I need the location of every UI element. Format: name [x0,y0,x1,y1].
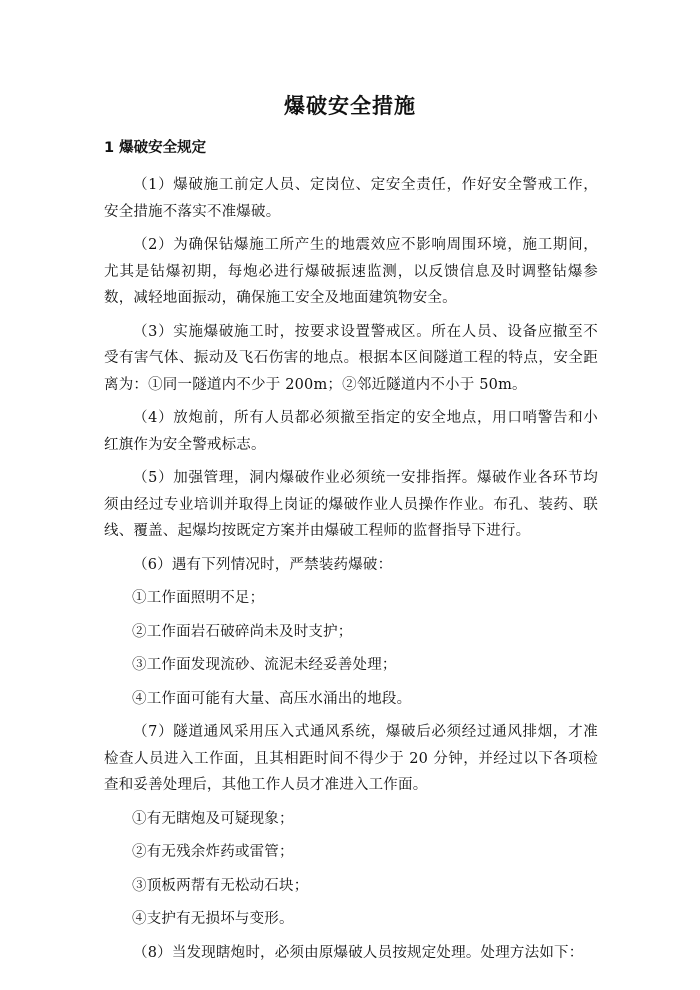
list-item: ③工作面发现流砂、流泥未经妥善处理； [132,657,397,673]
paragraph-6: （6）遇有下列情况时，严禁装药爆破： [133,556,393,573]
paragraph-1: （1）爆破施工前定人员、定岗位、定安全责任，作好安全警戒工作，安全措施不落实不准爆破。 [104,177,598,220]
paragraph-7: （7）隧道通风采用压入式通风系统，爆破后必须经过通风排烟，才准检查人员进入工作面，且其相距时间不得少于 20 分钟，并经过以下各项检查和妥善处理后，其他工作人员才准进入工作面。 [104,724,598,793]
section-heading: 1 爆破安全规定 [104,140,207,156]
list-item: ①工作面照明不足； [132,590,265,606]
list-item: ④工作面可能有大量、高压水涌出的地段。 [132,690,412,707]
document-body [104,172,598,973]
paragraph-5: （5）加强管理，洞内爆破作业必须统一安排指挥。爆破作业各环节均须由经过专业培训并取得上岗证的爆破作业人员操作作业。布孔、装药、联线、覆盖、起爆均按既定方案并由爆破工程师的监督指导下进行。 [104,470,598,539]
paragraph-2: （2）为确保钻爆施工所产生的地震效应不影响周围环境，施工期间，尤其是钻爆初期，每炮必进行爆破振速监测，以反馈信息及时调整钻爆参数，减轻地面振动，确保施工安全及地面建筑物安全。 [104,237,598,306]
list-item: ②工作面岩石破碎尚未及时支护； [132,623,353,640]
paragraph-4: （4）放炮前，所有人员都必须撤至指定的安全地点，用口哨警告和小红旗作为安全警戒标志。 [104,410,598,453]
paragraph-3: （3）实施爆破施工时，按要求设置警戒区。所在人员、设备应撤至不受有害气体、振动及飞石伤害的地点。根据本区间隧道工程的特点，安全距离为：①同一隧道内不少于 200m；②邻近隧道内不小于 50m。 [104,323,598,393]
list-item: ③顶板两帮有无松动石块； [132,877,309,894]
paragraph-8: （8）当发现瞎炮时，必须由原爆破人员按规定处理。处理方法如下： [133,944,584,961]
list-item: ④支护有无损坏与变形。 [132,911,294,927]
list-item: ①有无瞎炮及可疑现象； [132,810,294,827]
list-item: ②有无残余炸药或雷管； [132,844,294,860]
document-title: 爆破安全措施 [284,94,416,118]
